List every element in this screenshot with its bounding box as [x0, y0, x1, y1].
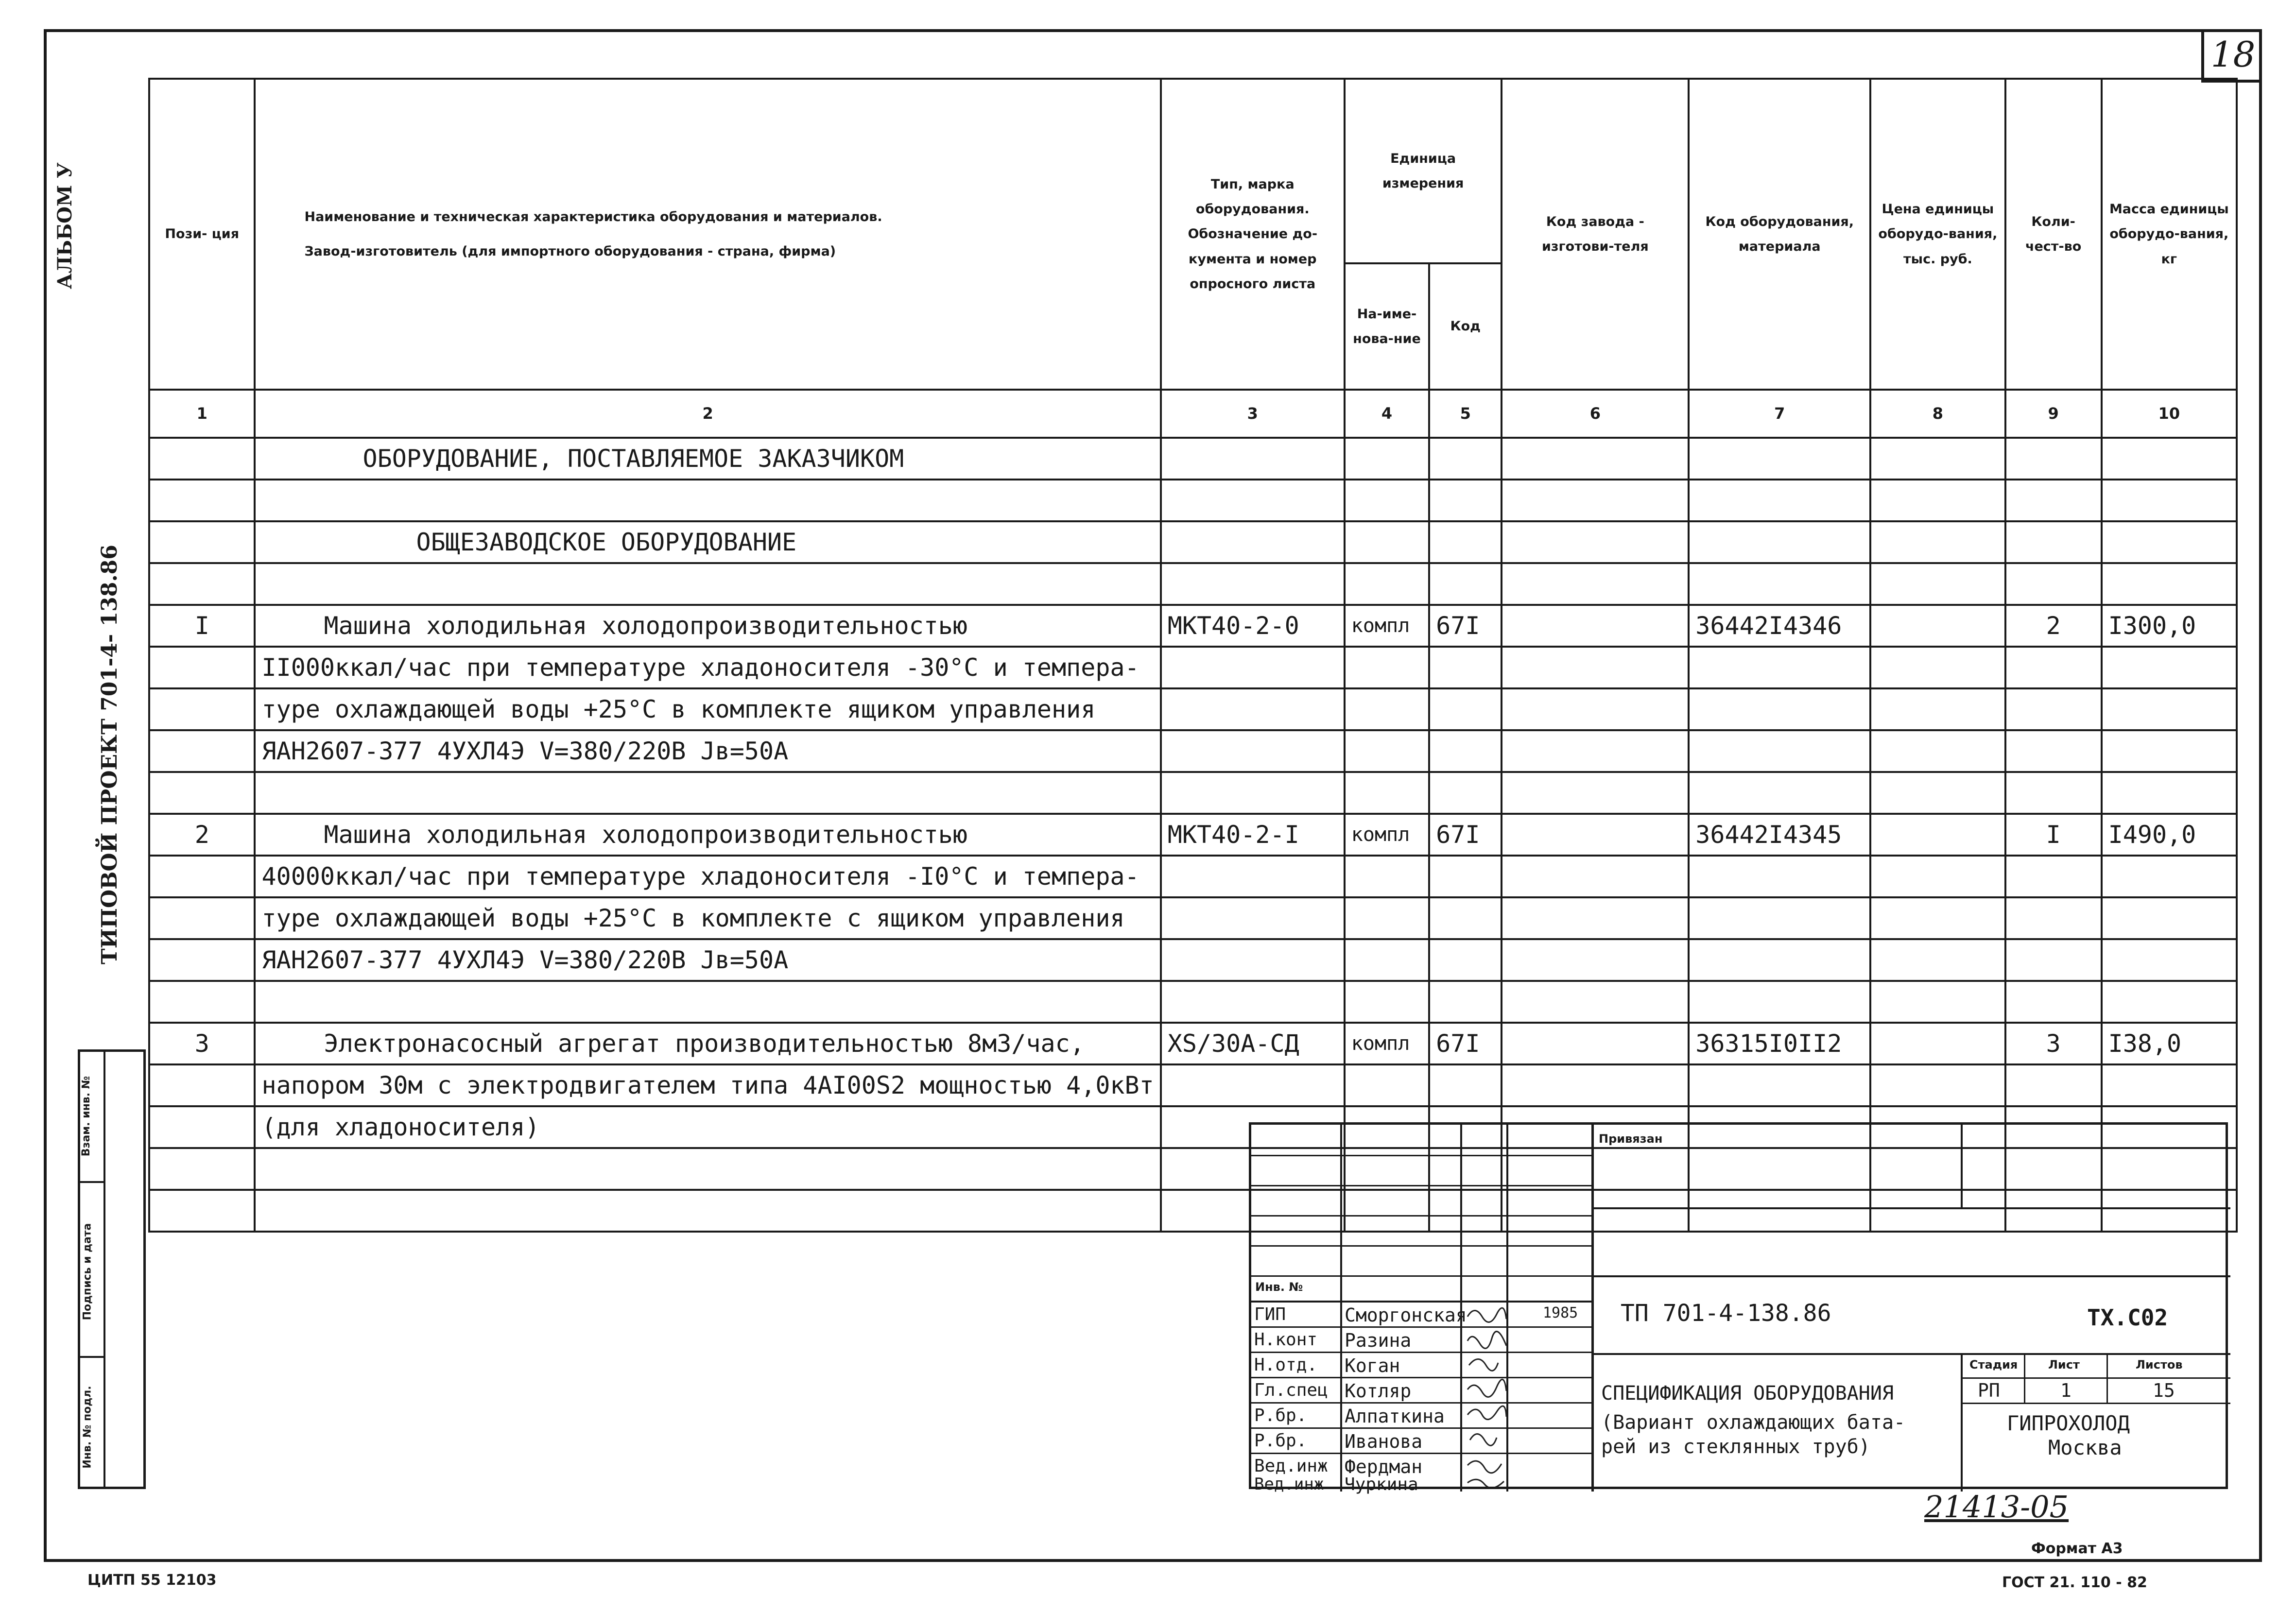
inv-label: Инв. № [1255, 1280, 1303, 1294]
role: Вед.инж [1254, 1456, 1328, 1476]
col-number: 2 [255, 390, 1160, 438]
stage-value: РП [1978, 1380, 2000, 1401]
person-name: Котляр [1345, 1380, 1412, 1402]
header-unit-code: Код [1429, 263, 1502, 390]
org-name: ГИПРОХОЛОД [2007, 1411, 2130, 1435]
stamp-label-inv: Инв. № подл. [81, 1386, 94, 1469]
item-name-line: Машина холодильная холодопроизводительностью [255, 605, 1160, 647]
doc-code: ТП 701-4-138.86 [1621, 1300, 1831, 1327]
stamp-label-sign: Подпись и дата [81, 1223, 94, 1320]
header-price: Цена единицы оборудо-вания, тыс. руб. [1870, 79, 2005, 390]
table-row [149, 1023, 2237, 1064]
item-name-line: ЯАН2607-377 4УХЛ4Э V=380/220В Jв=50А [255, 939, 1160, 981]
item-unit: компл [1345, 814, 1429, 856]
footer-left: ЦИТП 55 12103 [87, 1572, 217, 1589]
header-unit-name: На-име-нова-ние [1345, 263, 1429, 390]
col-number: 1 [149, 390, 255, 438]
header-quantity: Коли-чест-во [2005, 79, 2102, 390]
item-price [1870, 814, 2005, 856]
approval-stamp [78, 1049, 146, 1489]
person-name: Разина [1345, 1330, 1412, 1351]
role: Н.отд. [1254, 1355, 1318, 1375]
col-number: 7 [1689, 390, 1870, 438]
person-name: Коган [1345, 1355, 1400, 1376]
person-name: Иванова [1345, 1431, 1423, 1452]
role: Н.конт [1254, 1330, 1318, 1350]
sheets-value: 15 [2153, 1380, 2175, 1401]
item-quantity: 3 [2005, 1023, 2102, 1064]
org-city: Москва [2048, 1436, 2122, 1459]
col-number: 4 [1345, 390, 1429, 438]
person-name: Фердман [1345, 1456, 1423, 1477]
specification-table [148, 78, 2238, 1233]
doc-mark: ТХ.С02 [2087, 1304, 2168, 1331]
doc-subtitle-1: (Вариант охлаждающих бата- [1601, 1411, 1906, 1434]
header-name-line2: Завод-изготовитель (для импортного оборудования - страна, фирма) [304, 244, 836, 259]
person-name: Чуркина [1345, 1475, 1418, 1494]
format-label: Формат А3 [2031, 1540, 2123, 1557]
person-name: Сморгонская [1345, 1304, 1467, 1326]
item-name-line: Машина холодильная холодопроизводительностью [255, 814, 1160, 856]
item-unit: компл [1345, 605, 1429, 647]
col-number: 9 [2005, 390, 2102, 438]
item-position: I [149, 605, 255, 647]
table-row [149, 814, 2237, 856]
header-type: Тип, марка оборудования. Обозначение до-кумента и номер опросного листа [1161, 79, 1345, 390]
item-factory-code [1502, 1023, 1689, 1064]
stamp-label-vzam: Взам. инв. № [80, 1076, 93, 1157]
section-subtitle: ОБЩЕЗАВОДСКОЕ ОБОРУДОВАНИЕ [255, 521, 1160, 563]
item-factory-code [1502, 605, 1689, 647]
col-number: 10 [2102, 390, 2237, 438]
sheet-label: Лист [2048, 1358, 2080, 1372]
header-position: Пози- ция [149, 79, 255, 390]
year: 1985 [1543, 1304, 1578, 1321]
item-price [1870, 1023, 2005, 1064]
item-type: ХS/30А-СД [1161, 1023, 1345, 1064]
item-type: МКТ40-2-I [1161, 814, 1345, 856]
item-name-line: туре охлаждающей воды +25°С в комплекте с ящиком управления [255, 897, 1160, 939]
role: Вед.инж [1254, 1475, 1324, 1494]
item-quantity: I [2005, 814, 2102, 856]
signatures [1465, 1302, 1509, 1487]
header-name-line1: Наименование и техническая характеристика оборудования и материалов. [304, 209, 882, 224]
role: Р.бр. [1254, 1406, 1307, 1425]
header-equipment-code: Код оборудования, материала [1689, 79, 1870, 390]
title-block [1249, 1122, 2228, 1494]
item-code: 36315I0II2 [1689, 1023, 1870, 1064]
col-number: 5 [1429, 390, 1502, 438]
item-unit: компл [1345, 1023, 1429, 1064]
item-unit-code: 67I [1429, 605, 1502, 647]
item-type: МКТ40-2-0 [1161, 605, 1345, 647]
item-mass: I490,0 [2102, 814, 2237, 856]
item-position: 2 [149, 814, 255, 856]
item-mass: I300,0 [2102, 605, 2237, 647]
item-mass: I38,0 [2102, 1023, 2237, 1064]
header-factory-code: Код завода - изготови-теля [1502, 79, 1689, 390]
role: Р.бр. [1254, 1431, 1307, 1451]
item-position: 3 [149, 1023, 255, 1064]
col-number: 6 [1502, 390, 1689, 438]
person-name: Алпаткина [1345, 1406, 1445, 1427]
doc-subtitle-2: рей из стеклянных труб) [1601, 1436, 1870, 1458]
table-row [149, 605, 2237, 647]
item-name-line: (для хладоносителя) [255, 1106, 1160, 1148]
item-name-line: Электронасосный агрегат производительностью 8м3/час, [255, 1023, 1160, 1064]
item-code: 36442I4346 [1689, 605, 1870, 647]
item-name-line: ЯАН2607-377 4УХЛ4Э V=380/220В Jв=50А [255, 730, 1160, 772]
stage-label: Стадия [1969, 1358, 2018, 1372]
item-quantity: 2 [2005, 605, 2102, 647]
item-name-line: напором 30м с электродвигателем типа 4АI00S2 мощностью 4,0кВт [255, 1064, 1160, 1106]
item-name-line: 40000ккал/час при температуре хладоносителя -I0°С и темпера- [255, 856, 1160, 897]
item-factory-code [1502, 814, 1689, 856]
item-name-line: туре охлаждающей воды +25°С в комплекте ящиком управления [255, 688, 1160, 730]
header-name [255, 79, 1160, 390]
sheets-label: Листов [2136, 1358, 2183, 1372]
item-name-line: II000ккал/час при температуре хладоносителя -30°С и темпера- [255, 647, 1160, 688]
item-unit-code: 67I [1429, 814, 1502, 856]
role: Гл.спец [1254, 1380, 1328, 1400]
header-unit: Единица измерения [1345, 79, 1502, 263]
archive-number: 21413-05 [1924, 1489, 2069, 1525]
sheet-number: 18 [2201, 29, 2262, 83]
role: ГИП [1254, 1304, 1286, 1324]
sheet-value: 1 [2060, 1380, 2072, 1401]
col-number: 3 [1161, 390, 1345, 438]
header-mass: Масса единицы оборудо-вания, кг [2102, 79, 2237, 390]
col-number: 8 [1870, 390, 2005, 438]
item-code: 36442I4345 [1689, 814, 1870, 856]
album-label: АЛЬБОМ У [53, 162, 76, 289]
privyazan-label: Привязан [1599, 1132, 1663, 1146]
doc-title: СПЕЦИФИКАЦИЯ ОБОРУДОВАНИЯ [1601, 1382, 1894, 1405]
project-label: ТИПОВОЙ ПРОЕКТ 701-4- 138.86 [97, 545, 122, 964]
item-unit-code: 67I [1429, 1023, 1502, 1064]
section-title: ОБОРУДОВАНИЕ, ПОСТАВЛЯЕМОЕ ЗАКАЗЧИКОМ [255, 438, 1160, 480]
item-price [1870, 605, 2005, 647]
footer-right: ГОСТ 21. 110 - 82 [2002, 1574, 2147, 1591]
